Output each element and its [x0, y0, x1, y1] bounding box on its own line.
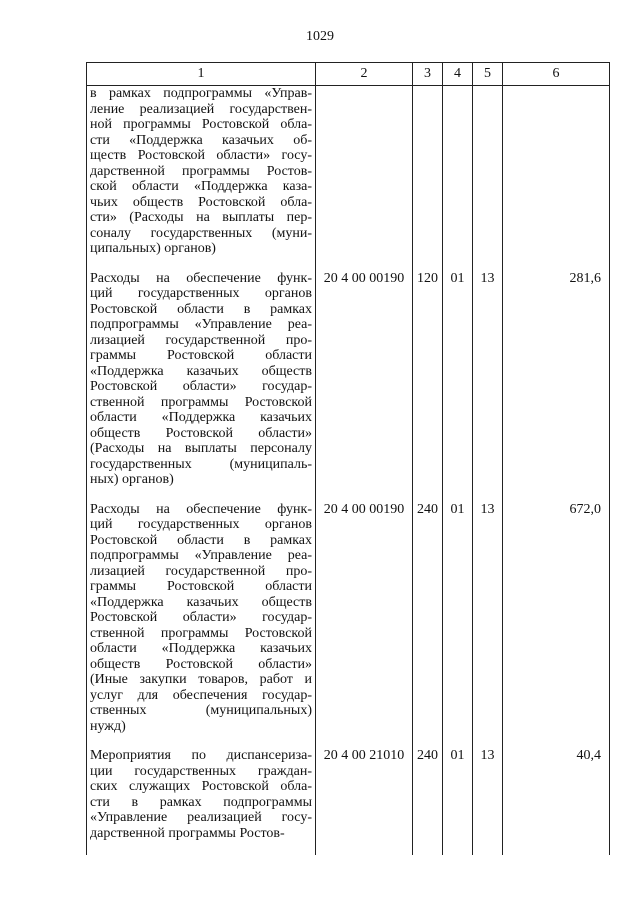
budget-table — [86, 62, 610, 855]
description-line: лизацией государственной про- — [90, 332, 312, 348]
description-line: Мероприятия по диспансериза- — [90, 748, 312, 763]
column-header-3: 3 — [413, 63, 443, 86]
description-line: обществ Ростовской области» — [90, 656, 312, 672]
column-header-4: 4 — [443, 63, 473, 86]
description-line: дарственной программы Ростов- — [90, 163, 312, 179]
row-target-code: 20 4 00 21010 — [316, 748, 413, 855]
description-line: чьих обществ Ростовской обла- — [90, 194, 312, 210]
description-line: ских служащих Ростовской обла- — [90, 779, 312, 794]
description-line: обществ Ростовской области» — [90, 425, 312, 441]
table-header-row — [87, 63, 610, 86]
description-line: «Поддержка казачьих обществ — [90, 594, 312, 610]
row-amount: 40,4 — [503, 748, 610, 855]
description-line: сти «Поддержка казачьих об- — [90, 132, 312, 148]
description-line: дарственной программы Ростов- — [90, 825, 285, 841]
description-line: Ростовской области в рамках — [90, 301, 312, 317]
row-subsection — [473, 86, 503, 271]
description-line: (Расходы на выплаты персоналу — [90, 441, 312, 456]
description-line: нужд) — [90, 718, 126, 734]
description-line: сти в рамках подпрограммы — [90, 794, 312, 810]
description-line: Расходы на обеспечение функ- — [90, 501, 312, 517]
table-row — [87, 502, 610, 749]
description-line: соналу государственных (муни- — [90, 225, 312, 241]
row-subsection: 13 — [473, 748, 503, 855]
description-line: ществ Ростовской области» госу- — [90, 148, 312, 163]
description-line: подпрограммы «Управление реа- — [90, 317, 312, 332]
description-line: государственных (муниципаль- — [90, 456, 312, 472]
description-line: граммы Ростовской области — [90, 579, 312, 594]
description-line: граммы Ростовской области — [90, 348, 312, 363]
row-subsection: 13 — [473, 271, 503, 502]
column-header-5: 5 — [473, 63, 503, 86]
description-line: области «Поддержка казачьих — [90, 641, 312, 656]
description-line: ных) органов) — [90, 472, 174, 487]
description-line: лизацией государственной про- — [90, 563, 312, 579]
description-line: «Поддержка казачьих обществ — [90, 363, 312, 379]
description-line: сти» (Расходы на выплаты пер- — [90, 210, 312, 225]
table-body — [87, 86, 610, 856]
row-section: 01 — [443, 748, 473, 855]
row-amount: 281,6 — [503, 271, 610, 502]
description-line: ственной программы Ростовской — [90, 394, 312, 410]
description-line: ление реализацией государствен- — [90, 101, 312, 117]
row-expense-type: 120 — [413, 271, 443, 502]
page-number: 1029 — [306, 29, 334, 44]
description-line: ной программы Ростовской обла- — [90, 117, 312, 132]
row-amount — [503, 86, 610, 271]
row-target-code — [316, 86, 413, 271]
description-line: Ростовской области» государ- — [90, 610, 312, 625]
table-row — [87, 271, 610, 502]
table-row — [87, 748, 610, 855]
description-line: «Управление реализацией госу- — [90, 810, 312, 825]
row-section: 01 — [443, 271, 473, 502]
description-line: Ростовской области в рамках — [90, 532, 312, 548]
description-line: Ростовской области» государ- — [90, 379, 312, 394]
row-description — [87, 86, 316, 271]
description-line: в рамках подпрограммы «Управ- — [90, 86, 312, 101]
row-amount: 672,0 — [503, 502, 610, 749]
description-line: (Иные закупки товаров, работ и — [90, 672, 312, 687]
column-header-1: 1 — [87, 63, 316, 86]
column-header-6: 6 — [503, 63, 610, 86]
row-expense-type: 240 — [413, 502, 443, 749]
description-line: услуг для обеспечения государ- — [90, 687, 312, 703]
row-description — [87, 271, 316, 502]
description-line: ственной программы Ростовской — [90, 625, 312, 641]
row-target-code: 20 4 00 00190 — [316, 271, 413, 502]
description-line: подпрограммы «Управление реа- — [90, 548, 312, 563]
description-line: ции государственных граждан- — [90, 763, 312, 779]
description-line: области «Поддержка казачьих — [90, 410, 312, 425]
column-header-2: 2 — [316, 63, 413, 86]
row-description — [87, 502, 316, 749]
description-line: ской области «Поддержка каза- — [90, 179, 312, 194]
description-line: ственных (муниципальных) — [90, 703, 312, 718]
table-row — [87, 86, 610, 271]
row-section — [443, 86, 473, 271]
row-target-code: 20 4 00 00190 — [316, 502, 413, 749]
row-expense-type: 240 — [413, 748, 443, 855]
row-expense-type — [413, 86, 443, 271]
row-subsection: 13 — [473, 502, 503, 749]
description-line: ципальных) органов) — [90, 241, 216, 256]
row-section: 01 — [443, 502, 473, 749]
description-line: ций государственных органов — [90, 517, 312, 532]
description-line: Расходы на обеспечение функ- — [90, 270, 312, 286]
row-description — [87, 748, 316, 855]
description-line: ций государственных органов — [90, 286, 312, 301]
